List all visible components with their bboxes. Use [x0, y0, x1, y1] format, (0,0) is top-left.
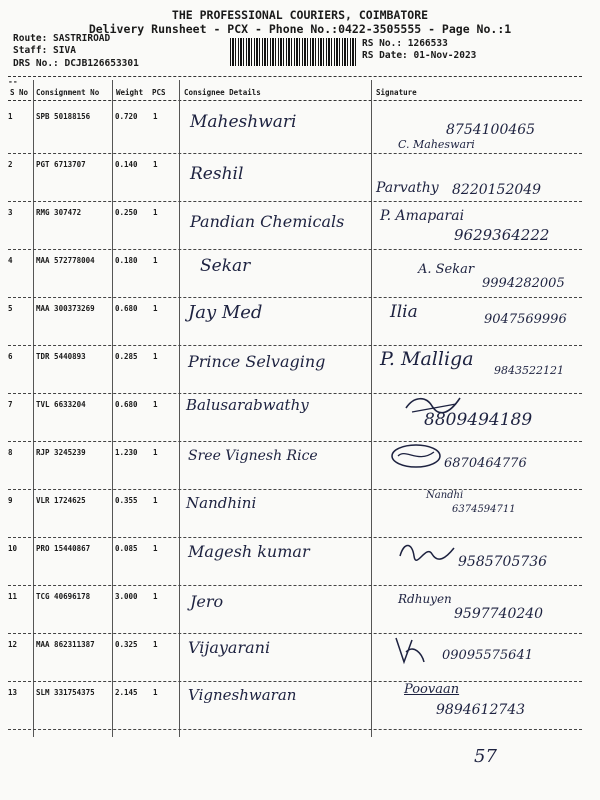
row-weight: 0.285	[115, 352, 138, 361]
signature-name: Nandhi	[426, 490, 464, 501]
signature-phone: 9994282005	[482, 276, 565, 291]
signature-name: P. Amaparai	[380, 208, 465, 224]
table-row	[0, 442, 600, 490]
row-consignment: PRO 15440867	[36, 544, 91, 553]
table-row	[0, 586, 600, 634]
row-consignment: VLR 1724625	[36, 496, 86, 505]
row-sno: 8	[8, 448, 13, 457]
signature-phone: 9047569996	[484, 312, 567, 327]
table-row	[0, 250, 600, 298]
row-divider	[8, 729, 582, 730]
row-consignment: MAA 572778004	[36, 256, 95, 265]
signature-name: C. Maheswari	[398, 138, 475, 151]
signature-name: Poovaan	[404, 682, 460, 697]
runsheet-subtitle: Delivery Runsheet - PCX - Phone No.:0422-3505555 - Page No.:1	[88, 22, 512, 36]
table-row	[0, 394, 600, 442]
consignee-handwriting: Jay Med	[188, 302, 263, 323]
table-row	[0, 154, 600, 202]
page-mark: 57	[474, 746, 497, 767]
row-sno: 9	[8, 496, 13, 505]
signature-phone: 9894612743	[436, 702, 526, 718]
row-weight: 2.145	[115, 688, 138, 697]
row-consignment: TDR 5440893	[36, 352, 86, 361]
col-signature: Signature	[376, 88, 417, 97]
drs-number: DRS No.: DCJB126653301	[13, 58, 139, 69]
consignee-handwriting: Maheshwari	[190, 112, 297, 132]
header-divider	[8, 76, 582, 77]
table-row	[0, 490, 600, 538]
signature-phone: 9629364222	[454, 226, 550, 244]
row-consignment: TVL 6633204	[36, 400, 86, 409]
signature-name: Rdhuyen	[398, 592, 452, 606]
row-pcs: 1	[153, 448, 158, 457]
signature-phone: 9585705736	[458, 554, 548, 570]
row-weight: 0.680	[115, 400, 138, 409]
row-consignment: SLM 331754375	[36, 688, 95, 697]
signature-phone: 09095575641	[442, 648, 533, 663]
signature-scribble	[388, 442, 448, 472]
barcode-image	[230, 38, 356, 66]
row-pcs: 1	[153, 352, 158, 361]
row-weight: 1.230	[115, 448, 138, 457]
row-consignment: PGT 6713707	[36, 160, 86, 169]
consignee-handwriting: Vijayarani	[188, 638, 271, 657]
row-weight: 0.680	[115, 304, 138, 313]
table-row	[0, 106, 600, 154]
table-row	[0, 298, 600, 346]
row-pcs: 1	[153, 640, 158, 649]
signature-phone: 9843522121	[494, 364, 564, 377]
signature-phone: 9597740240	[454, 606, 544, 622]
signature-phone: 6374594711	[452, 504, 516, 515]
row-sno: 12	[8, 640, 18, 649]
row-sno: 5	[8, 304, 13, 313]
row-pcs: 1	[153, 304, 158, 313]
table-row	[0, 682, 600, 730]
row-sno: 11	[8, 592, 18, 601]
table-row	[0, 346, 600, 394]
row-weight: 3.000	[115, 592, 138, 601]
row-pcs: 1	[153, 256, 158, 265]
signature-name: P. Malliga	[380, 348, 474, 370]
rs-date: RS Date: 01-Nov-2023	[362, 50, 477, 61]
row-pcs: 1	[153, 544, 158, 553]
row-sno: 10	[8, 544, 18, 553]
signature-phone: 8809494189	[424, 410, 533, 430]
row-sno: 7	[8, 400, 13, 409]
dash-marker: --	[8, 77, 18, 86]
row-consignment: RMG 307472	[36, 208, 82, 217]
row-weight: 0.325	[115, 640, 138, 649]
consignee-handwriting: Prince Selvaging	[188, 352, 326, 371]
row-pcs: 1	[153, 160, 158, 169]
company-title: THE PROFESSIONAL COURIERS, COIMBATORE	[171, 8, 429, 22]
consignee-handwriting: Balusarabwathy	[186, 396, 309, 414]
consignee-handwriting: Nandhini	[186, 494, 257, 512]
row-sno: 1	[8, 112, 13, 121]
row-consignment: MAA 862311387	[36, 640, 95, 649]
row-pcs: 1	[153, 112, 158, 121]
row-pcs: 1	[153, 208, 158, 217]
table-row	[0, 538, 600, 586]
rs-number: RS No.: 1266533	[362, 38, 448, 49]
route-label: Route: SASTRIROAD	[13, 33, 111, 44]
row-consignment: TCG 40696178	[36, 592, 91, 601]
signature-phone: 8220152049	[452, 182, 542, 198]
row-weight: 0.250	[115, 208, 138, 217]
table-row	[0, 634, 600, 682]
signature-name: Parvathy	[376, 180, 439, 196]
row-weight: 0.085	[115, 544, 138, 553]
col-consignee: Consignee Details	[184, 88, 261, 97]
row-sno: 6	[8, 352, 13, 361]
row-pcs: 1	[153, 400, 158, 409]
row-weight: 0.355	[115, 496, 138, 505]
col-consignment: Consignment No	[36, 88, 100, 97]
signature-name: A. Sekar	[418, 262, 475, 277]
row-pcs: 1	[153, 496, 158, 505]
consignee-handwriting: Pandian Chemicals	[190, 212, 345, 231]
row-pcs: 1	[153, 688, 158, 697]
col-pcs: PCS	[152, 88, 166, 97]
row-sno: 3	[8, 208, 13, 217]
signature-phone: 6870464776	[444, 456, 527, 471]
row-pcs: 1	[153, 592, 158, 601]
signature-scribble	[392, 634, 428, 666]
consignee-handwriting: Magesh kumar	[188, 542, 310, 561]
row-weight: 0.140	[115, 160, 138, 169]
columns-divider	[8, 100, 582, 101]
consignee-handwriting: Vigneshwaran	[188, 686, 297, 704]
row-weight: 0.180	[115, 256, 138, 265]
staff-label: Staff: SIVA	[13, 45, 76, 56]
signature-name: Ilia	[390, 302, 418, 322]
col-weight: Weight	[116, 88, 144, 97]
signature-scribble	[396, 540, 456, 562]
row-sno: 2	[8, 160, 13, 169]
table-row	[0, 202, 600, 250]
row-sno: 13	[8, 688, 18, 697]
row-consignment: MAA 300373269	[36, 304, 95, 313]
consignee-handwriting: Reshil	[190, 164, 244, 184]
col-sno: S No	[10, 88, 29, 97]
consignee-handwriting: Jero	[190, 592, 224, 611]
row-consignment: SPB 50188156	[36, 112, 91, 121]
consignee-handwriting: Sree Vignesh Rice	[188, 448, 318, 464]
row-consignment: RJP 3245239	[36, 448, 86, 457]
consignee-handwriting: Sekar	[200, 256, 251, 276]
row-weight: 0.720	[115, 112, 138, 121]
row-sno: 4	[8, 256, 13, 265]
signature-phone: 8754100465	[446, 122, 536, 138]
